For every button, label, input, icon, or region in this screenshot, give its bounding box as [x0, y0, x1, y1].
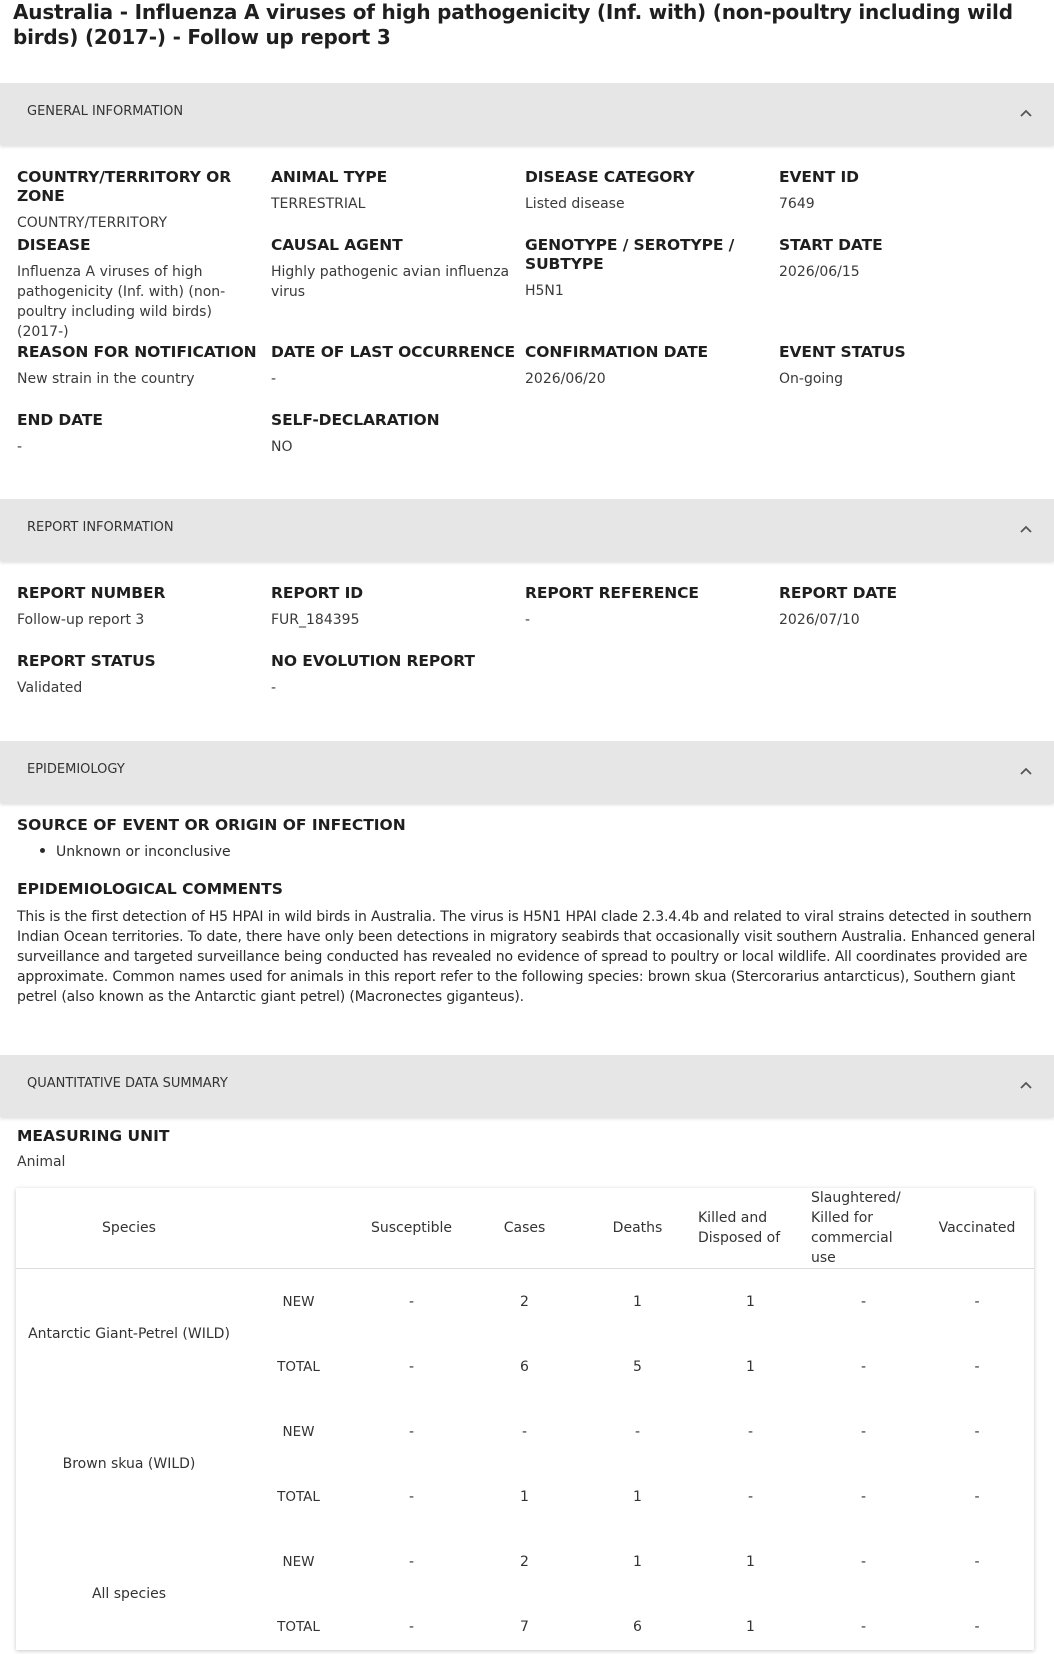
vaccinated-cell: - [974, 1618, 980, 1635]
vaccinated-cell: - [974, 1293, 980, 1310]
report-information-header[interactable] [0, 499, 1054, 561]
deaths-cell: 1 [633, 1553, 642, 1570]
info-causal-agent [271, 236, 516, 302]
susceptible-cell: - [408, 1423, 415, 1440]
cases-cell: 2 [520, 1553, 529, 1570]
info-value: 2026/06/20 [525, 371, 606, 387]
page-title: Australia - Influenza A viruses of high pathogenicity (Inf. with) (non-poultry including wild birds) (2017-) - Follow up report 3 [13, 0, 1013, 49]
section-title: EPIDEMIOLOGY [27, 762, 125, 777]
info-value: FUR_184395 [271, 612, 360, 628]
info-value: Follow-up report 3 [17, 612, 145, 628]
info-label: REPORT NUMBER [17, 584, 166, 602]
info-value: - [17, 439, 23, 455]
info-value: - [271, 680, 277, 696]
cases-cell: 6 [520, 1358, 529, 1375]
table-row [16, 1399, 1034, 1464]
info-label: NO EVOLUTION REPORT [271, 652, 475, 670]
report-number [17, 584, 267, 630]
species-cell: Brown skua (WILD) [62, 1456, 196, 1472]
info-animal-type [271, 168, 521, 214]
killed-cell: - [747, 1488, 754, 1505]
col-row-type [242, 1188, 355, 1269]
info-label: REPORT REFERENCE [525, 584, 699, 602]
killed-cell: 1 [746, 1618, 755, 1635]
cases-cell: 2 [520, 1293, 529, 1310]
epidemiological-comments: This is the first detection of H5 HPAI in wild birds in Australia. The virus is H5N1 HPAI clade 2.3.4.4b and related to viral strains detected in southern Indian Ocean territories. To date, there have only been detections in migratory seabirds that occasionally visit southern Australia. Enhanced general surveillance and targeted surveillance being conducted has revealed no evidence of spread to poultry or local wildlife. All coordinates provided are approximate. Common names used for animals in this report refer to the following species: brown skua (Stercorarius antarcticus), Southern giant petrel (also known as the Antarctic giant petrel) (Macronectes giganteus). [17, 909, 1036, 1005]
info-label: REPORT DATE [779, 584, 897, 602]
info-value: Listed disease [525, 196, 625, 212]
info-label: EVENT ID [779, 168, 859, 186]
report-date [779, 584, 1029, 630]
col-slaughtered[interactable]: Slaughtered/ Killed for commercial use [807, 1188, 920, 1269]
measuring-unit-value: Animal [17, 1154, 66, 1170]
deaths-cell: 6 [633, 1618, 642, 1635]
cases-cell: 7 [520, 1618, 529, 1635]
row-type-cell: TOTAL [277, 1618, 320, 1635]
susceptible-cell: - [408, 1358, 415, 1375]
slaughtered-cell: - [860, 1358, 867, 1375]
info-label: SELF-DECLARATION [271, 411, 440, 429]
table-header-row [16, 1188, 1034, 1269]
col-susceptible[interactable]: Susceptible [355, 1188, 468, 1269]
row-type-cell: NEW [282, 1293, 315, 1310]
info-end-date [17, 411, 267, 457]
info-value: TERRESTRIAL [271, 196, 366, 212]
quantitative-summary-header[interactable] [0, 1055, 1054, 1117]
info-confirmation-date [525, 343, 775, 389]
col-cases[interactable]: Cases [468, 1188, 581, 1269]
quantitative-table-card [16, 1188, 1034, 1650]
no-evolution-report [271, 652, 521, 698]
col-deaths[interactable]: Deaths [581, 1188, 694, 1269]
slaughtered-cell: - [860, 1488, 867, 1505]
info-label: REPORT ID [271, 584, 364, 602]
susceptible-cell: - [408, 1293, 415, 1310]
chevron-up-icon[interactable] [1018, 763, 1034, 779]
info-value: H5N1 [525, 283, 564, 299]
susceptible-cell: - [408, 1618, 415, 1635]
chevron-up-icon[interactable] [1018, 1077, 1034, 1093]
deaths-cell: 5 [633, 1358, 642, 1375]
info-value: On-going [779, 371, 844, 387]
vaccinated-cell: - [974, 1488, 980, 1505]
col-vaccinated[interactable]: Vaccinated [920, 1188, 1034, 1269]
chevron-up-icon[interactable] [1018, 105, 1034, 121]
info-label: REPORT STATUS [17, 652, 156, 670]
info-value: 2026/06/15 [779, 264, 860, 280]
info-label: DISEASE CATEGORY [525, 168, 695, 186]
info-disease-category [525, 168, 775, 214]
info-value: 7649 [779, 196, 815, 212]
deaths-cell: - [634, 1423, 641, 1440]
info-genotype [525, 236, 740, 301]
info-label: CAUSAL AGENT [271, 236, 403, 254]
info-label: GENOTYPE / SEROTYPE / SUBTYPE [525, 236, 735, 273]
info-label: EVENT STATUS [779, 343, 906, 361]
info-label: COUNTRY/TERRITORY OR ZONE [17, 168, 232, 205]
quantitative-table [16, 1188, 1034, 1650]
epidemiology-header[interactable] [0, 741, 1054, 803]
susceptible-cell: - [408, 1553, 415, 1570]
row-type-cell: NEW [282, 1423, 315, 1440]
table-row [16, 1529, 1034, 1594]
section-title: REPORT INFORMATION [27, 520, 174, 535]
info-event-id [779, 168, 1029, 214]
general-information-header[interactable] [0, 83, 1054, 145]
slaughtered-cell: - [860, 1618, 867, 1635]
info-self-declaration [271, 411, 521, 457]
cases-cell: 1 [520, 1488, 529, 1505]
deaths-cell: 1 [633, 1488, 642, 1505]
row-type-cell: TOTAL [277, 1488, 320, 1505]
section-title: QUANTITATIVE DATA SUMMARY [27, 1076, 228, 1091]
killed-cell: 1 [746, 1553, 755, 1570]
slaughtered-cell: - [860, 1293, 867, 1310]
source-item: Unknown or inconclusive [40, 844, 231, 860]
row-type-cell: TOTAL [277, 1358, 320, 1375]
info-label: START DATE [779, 236, 883, 254]
killed-cell: 1 [746, 1293, 755, 1310]
info-disease [17, 236, 262, 342]
species-cell: Antarctic Giant-Petrel (WILD) [28, 1326, 230, 1342]
info-value: COUNTRY/TERRITORY [17, 215, 168, 231]
vaccinated-cell: - [974, 1358, 980, 1375]
info-label: DATE OF LAST OCCURRENCE [271, 343, 515, 361]
table-row [16, 1269, 1034, 1335]
info-value: - [525, 612, 531, 628]
col-killed[interactable]: Killed and Disposed of [694, 1188, 807, 1269]
info-reason [17, 343, 267, 389]
vaccinated-cell: - [974, 1423, 980, 1440]
report-status [17, 652, 267, 698]
row-type-cell: NEW [282, 1553, 315, 1570]
info-country [17, 168, 267, 233]
info-value: New strain in the country [17, 371, 195, 387]
info-value: Influenza A viruses of high pathogenicity (Inf. with) (non-poultry including wild birds) (2017-) [17, 264, 226, 340]
info-value: - [271, 371, 277, 387]
cases-cell: - [521, 1423, 528, 1440]
slaughtered-cell: - [860, 1423, 867, 1440]
info-value: 2026/07/10 [779, 612, 860, 628]
info-value: Highly pathogenic avian influenza virus [271, 264, 510, 300]
vaccinated-cell: - [974, 1553, 980, 1570]
slaughtered-cell: - [860, 1553, 867, 1570]
info-start-date [779, 236, 1029, 282]
info-label: CONFIRMATION DATE [525, 343, 709, 361]
info-value: NO [271, 439, 293, 455]
report-id [271, 584, 521, 630]
info-label: DISEASE [17, 236, 91, 254]
col-species[interactable]: Species [16, 1188, 242, 1269]
info-label: END DATE [17, 411, 103, 429]
report-reference [525, 584, 775, 630]
deaths-cell: 1 [633, 1293, 642, 1310]
species-cell: All species [91, 1586, 167, 1602]
info-event-status [779, 343, 1029, 389]
info-value: Validated [17, 680, 83, 696]
epidemiological-comments-label: EPIDEMIOLOGICAL COMMENTS [17, 880, 283, 898]
section-title: GENERAL INFORMATION [27, 104, 184, 119]
killed-cell: 1 [746, 1358, 755, 1375]
susceptible-cell: - [408, 1488, 415, 1505]
info-label: REASON FOR NOTIFICATION [17, 343, 257, 361]
info-label: ANIMAL TYPE [271, 168, 388, 186]
source-of-event-label: SOURCE OF EVENT OR ORIGIN OF INFECTION [17, 816, 406, 834]
chevron-up-icon[interactable] [1018, 521, 1034, 537]
measuring-unit-label: MEASURING UNIT [17, 1127, 170, 1145]
info-last-occurrence [271, 343, 521, 389]
killed-cell: - [747, 1423, 754, 1440]
